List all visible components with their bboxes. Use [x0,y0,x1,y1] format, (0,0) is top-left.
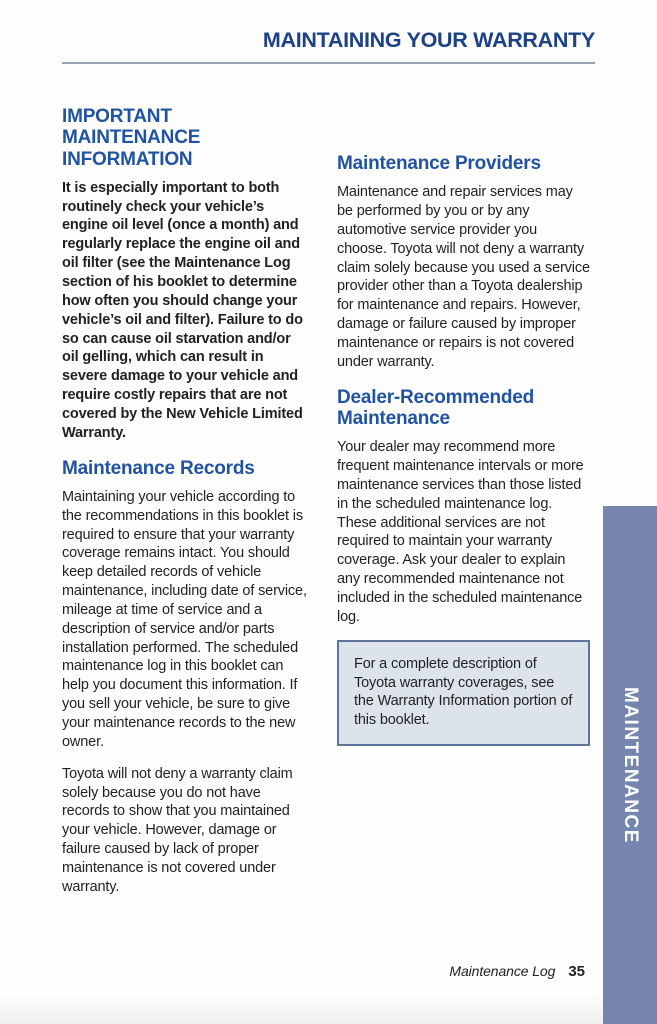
paragraph-maintenance-records-1: Maintaining your vehicle according to the recommendations in this booklet is required to ensure that your warranty coverage remains intact. You should keep detailed records of vehicle maintenance, including date of service, mileage at time of service and a description of service and/or parts installation performed. The scheduled maintenance log in this booklet can help you document this information. If you sell your vehicle, be sure to give your maintenance records to the new owner. [62,488,307,750]
content-columns [62,106,595,910]
paragraph-maintenance-records-2: Toyota will not deny a warranty claim solely because you do not have records to show that you maintained your vehicle. However, damage or failure caused by lack of proper maintenance is not covered under warranty. [62,765,293,895]
maintenance-section-tab-label: MAINTENANCE [620,686,641,844]
warranty-note-box [337,640,590,746]
footer-section-label: Maintenance Log [449,963,556,979]
page-footer [449,963,585,980]
maintenance-section-tab [603,506,657,1024]
paragraph-dealer-recommended-maintenance: Your dealer may recommend more frequent maintenance intervals or more maintenance services than those listed in the scheduled maintenance log. These additional services are not required to maintain your warranty coverage. Ask your dealer to explain any recommended maintenance not included in the scheduled maintenance log. [337,439,584,625]
right-column [337,106,590,910]
warranty-note-text: For a complete description of Toyota warranty coverages, see the Warranty Information portion of this booklet. [354,655,573,729]
paragraph-maintenance-providers: Maintenance and repair services may be performed by you or by any automotive service provider you choose. Toyota will not deny a warranty claim solely because you used a service provider other than a Toyota dealership for maintenance and repairs. However, damage or failure caused by improper maintenance or repairs is not covered under warranty. [337,184,590,370]
page-title: MAINTAINING YOUR WARRANTY [262,28,595,52]
heading-maintenance-providers: Maintenance Providers [337,153,541,174]
heading-important-maintenance-information: IMPORTANT MAINTENANCE INFORMATION [62,106,201,170]
paragraph-important-maintenance-info: It is especially important to both routinely check your vehicle’s engine oil level (once a month) and regularly replace the engine oil and oil filter (see the Maintenance Log section of his booklet to determine how often you should change your vehicle’s oil and filter). Failure to do so can cause oil starvation and/or oil gelling, which can result in severe damage to your vehicle and require costly repairs that are not covered by the New Vehicle Limited Warranty. [62,179,303,441]
page-header [0,28,657,64]
page-number: 35 [568,963,585,980]
heading-dealer-recommended-maintenance: Dealer-Recommended Maintenance [337,386,535,429]
header-rule [62,62,595,64]
heading-maintenance-records: Maintenance Records [62,457,255,479]
left-column [62,106,310,910]
